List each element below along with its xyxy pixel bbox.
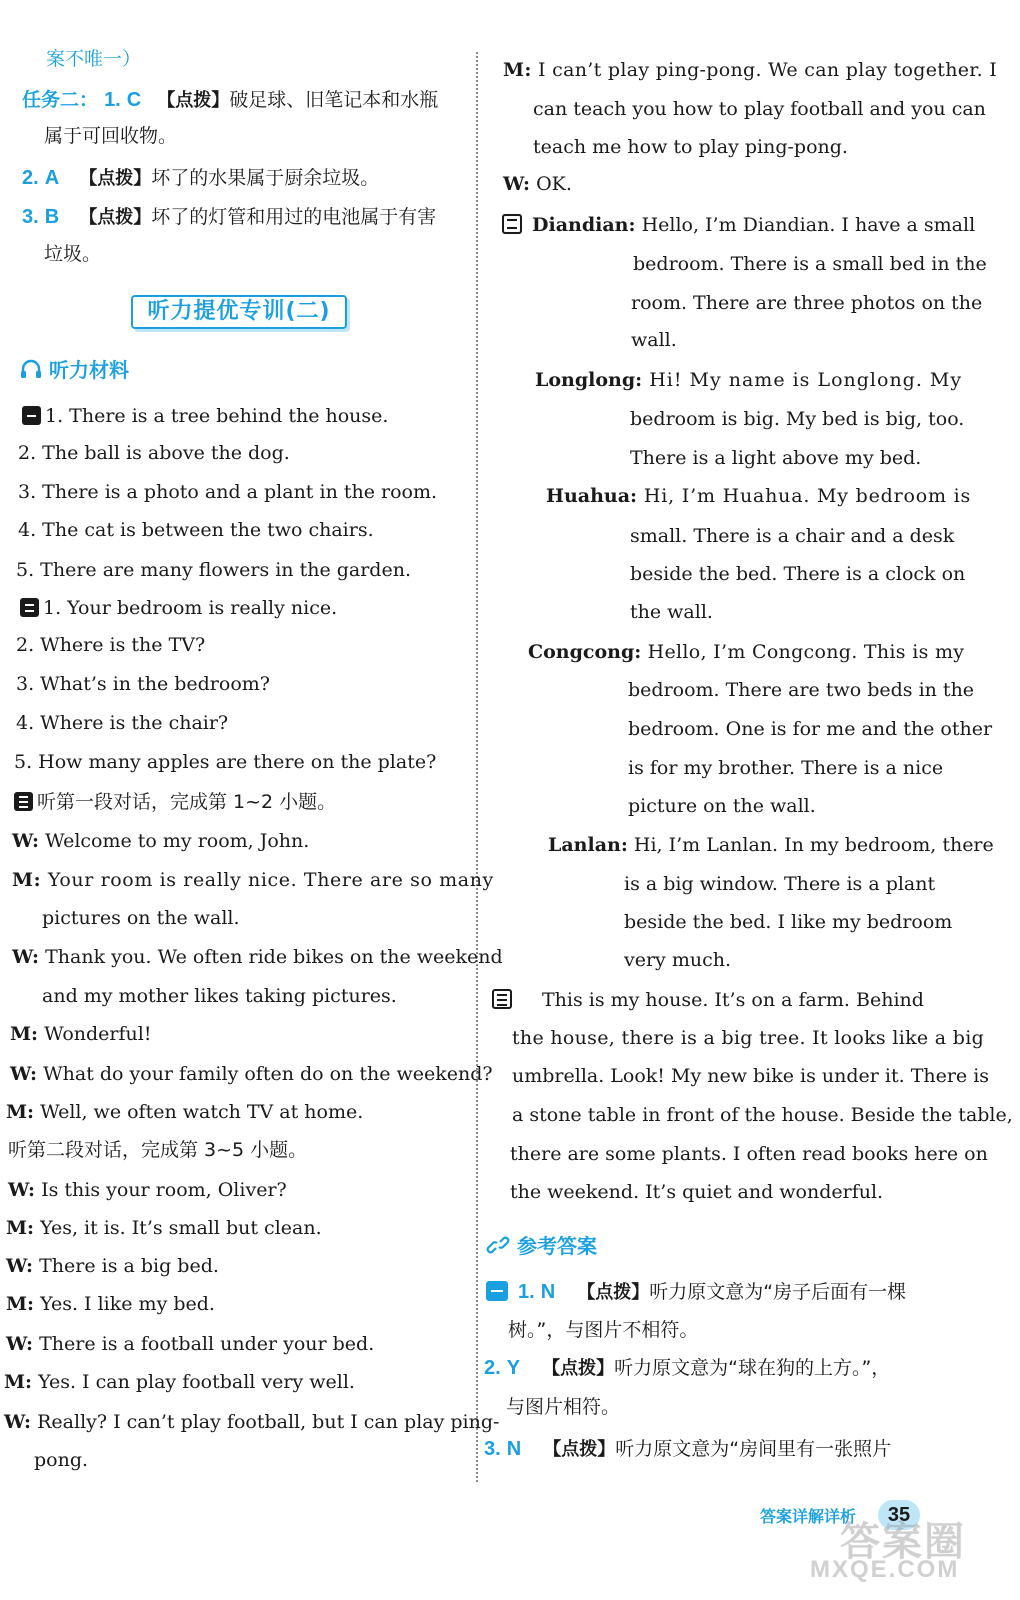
part4-line: room. There are three photos on the: [631, 292, 983, 314]
part5-badge-icon: [492, 989, 512, 1009]
q-num: 3.: [22, 206, 39, 228]
part4-line: bedroom. There is a small bed in the: [633, 253, 987, 275]
dialog-line: M: Well, we often watch TV at home.: [6, 1101, 364, 1123]
dialog-line: M: Yes. I can play football very well.: [4, 1371, 355, 1393]
part3-intro-2: 听第二段对话，完成第 3~5 小题。: [8, 1139, 308, 1161]
task2-q2: [22, 166, 379, 191]
part4-speaker-line: Congcong: Hello, I’m Congcong. This is my: [528, 641, 965, 663]
part4-speaker-line: Lanlan: Hi, I’m Lanlan. In my bedroom, there: [548, 834, 994, 856]
part4-speaker-line: Longlong: Hi! My name is Longlong. My: [535, 369, 963, 391]
answer-item: 2. Y 【点拨】听力原文意为“球在狗的上方。”，: [484, 1357, 891, 1379]
task2-q3-cont: 垃圾。: [44, 243, 102, 265]
part2-item: 2. Where is the TV?: [16, 634, 206, 656]
part5-line: the weekend. It’s quiet and wonderful.: [510, 1181, 884, 1203]
part1-item: 5. There are many flowers in the garden.: [16, 559, 411, 581]
part4-line: the wall.: [630, 601, 713, 623]
part2-item: 5. How many apples are there on the plate?: [14, 751, 437, 773]
dialog-line: W: OK.: [503, 173, 572, 195]
q-num: 1.: [104, 89, 121, 111]
watermark-top-text: 答案圈: [840, 1520, 966, 1564]
answer-item-cont: 与图片相符。: [506, 1396, 621, 1418]
link-icon: [486, 1234, 510, 1256]
q-answer: A: [44, 167, 60, 189]
tip-label: 【点拨】: [157, 90, 230, 111]
dialog-line: pong.: [34, 1449, 89, 1471]
q-answer: C: [126, 89, 142, 111]
tip-text: 坏了的灯管和用过的电池属于有害: [151, 206, 437, 228]
answer-heading: [486, 1230, 597, 1259]
tip-text: 破足球、旧笔记本和水瓶: [229, 89, 439, 111]
footer-label: 答案详解详析: [760, 1507, 857, 1526]
part1-item: 1. There is a tree behind the house.: [22, 404, 388, 428]
tip-label: 【点拨】: [79, 207, 152, 228]
part4-speaker-line: Huahua: Hi, I’m Huahua. My bedroom is: [546, 485, 972, 507]
dialog-line: and my mother likes taking pictures.: [42, 985, 397, 1007]
dialog-line: W: Thank you. We often ride bikes on the weekend: [12, 946, 503, 968]
part5-line: This is my house. It’s on a farm. Behind: [492, 988, 924, 1012]
headphone-icon: [20, 359, 42, 379]
part4-line: bedroom. There are two beds in the: [628, 679, 975, 701]
part1-item: 3. There is a photo and a plant in the room.: [18, 481, 438, 503]
section-title: 听力提优专训(二): [131, 295, 347, 329]
task2-q3: [22, 205, 436, 230]
dialog-line: M: Yes. I like my bed.: [6, 1293, 215, 1315]
dialog-line: W: There is a big bed.: [6, 1255, 219, 1277]
tip-label: 【点拨】: [79, 168, 152, 189]
part1-item: 4. The cat is between the two chairs.: [18, 519, 374, 541]
dialog-line: M: Yes, it is. It’s small but clean.: [6, 1217, 322, 1239]
part4-line: beside the bed. There is a clock on: [630, 563, 966, 585]
part5-line: the house, there is a big tree. It looks like a big: [512, 1027, 985, 1049]
part4-line: wall.: [631, 329, 677, 351]
part4-line: very much.: [624, 949, 732, 971]
part2-item: 1. Your bedroom is really nice.: [20, 596, 337, 620]
dialog-line: W: There is a football under your bed.: [6, 1333, 375, 1355]
task2-q1-cont: 属于可回收物。: [44, 125, 178, 147]
part2-item: 3. What’s in the bedroom?: [16, 673, 270, 695]
answer-item: 1. N 【点拨】听力原文意为“房子后面有一棵: [486, 1280, 906, 1305]
task2-label: 任务二：: [22, 90, 99, 111]
part4-speaker-line: Diandian: Hello, I’m Diandian. I have a small: [502, 213, 975, 237]
part5-line: there are some plants. I often read books here on: [510, 1143, 988, 1165]
part4-line: is a big window. There is a plant: [624, 873, 936, 895]
part4-line: beside the bed. I like my bedroom: [624, 911, 953, 933]
task2-q1: [22, 88, 438, 113]
dialog-line: teach me how to play ping-pong.: [533, 136, 848, 158]
dialog-line: M: I can’t play ping-pong. We can play together. I: [503, 59, 998, 81]
dialog-line: W: What do your family often do on the weekend?: [10, 1063, 493, 1085]
answer-item-cont: 树。”，与图片不相符。: [508, 1319, 699, 1341]
watermark-bottom-text: MXQE.COM: [810, 1556, 960, 1583]
dialog-line: W: Welcome to my room, John.: [12, 830, 310, 852]
material-heading-text: 听力材料: [48, 358, 129, 382]
part5-line: umbrella. Look! My new bike is under it. There is: [512, 1065, 990, 1087]
part4-line: small. There is a chair and a desk: [630, 525, 955, 547]
watermark-logo: [800, 1520, 1010, 1590]
part1-item: 2. The ball is above the dog.: [18, 442, 290, 464]
q-num: 2.: [22, 167, 39, 189]
dialog-line: M: Your room is really nice. There are so many: [12, 869, 494, 891]
dialog-line: W: Is this your room, Oliver?: [8, 1179, 287, 1201]
part3-badge-icon: [14, 792, 33, 811]
part4-badge-icon: [502, 214, 522, 234]
part4-line: bedroom. One is for me and the other: [628, 718, 993, 740]
part2-badge-icon: [20, 598, 39, 617]
dialog-line: W: Really? I can’t play football, but I can play ping-: [4, 1411, 500, 1433]
answer-badge-icon: [486, 1281, 508, 1301]
column-divider: [476, 52, 478, 1482]
answer-item: 3. N 【点拨】听力原文意为“房间里有一张照片: [484, 1438, 892, 1460]
dialog-line: pictures on the wall.: [42, 907, 240, 929]
part4-line: picture on the wall.: [628, 795, 816, 817]
page-number: 35: [878, 1500, 920, 1530]
q-answer: B: [44, 206, 60, 228]
part4-line: bedroom is big. My bed is big, too.: [630, 408, 965, 430]
answer-heading-text: 参考答案: [516, 1234, 597, 1258]
dialog-line: can teach you how to play football and you can: [533, 98, 986, 120]
dialog-line: M: Wonderful!: [10, 1023, 152, 1045]
tip-text: 坏了的水果属于厨余垃圾。: [151, 167, 380, 189]
part2-item: 4. Where is the chair?: [16, 712, 229, 734]
part4-line: There is a light above my bed.: [630, 447, 922, 469]
part3-intro: 听第一段对话，完成第 1~2 小题。: [14, 790, 336, 814]
part4-line: is for my brother. There is a nice: [628, 757, 944, 779]
part1-badge-icon: [22, 406, 41, 425]
continued-text: 案不唯一）: [46, 49, 142, 70]
part5-line: a stone table in front of the house. Beside the table,: [512, 1104, 1013, 1126]
material-heading: [20, 354, 129, 383]
